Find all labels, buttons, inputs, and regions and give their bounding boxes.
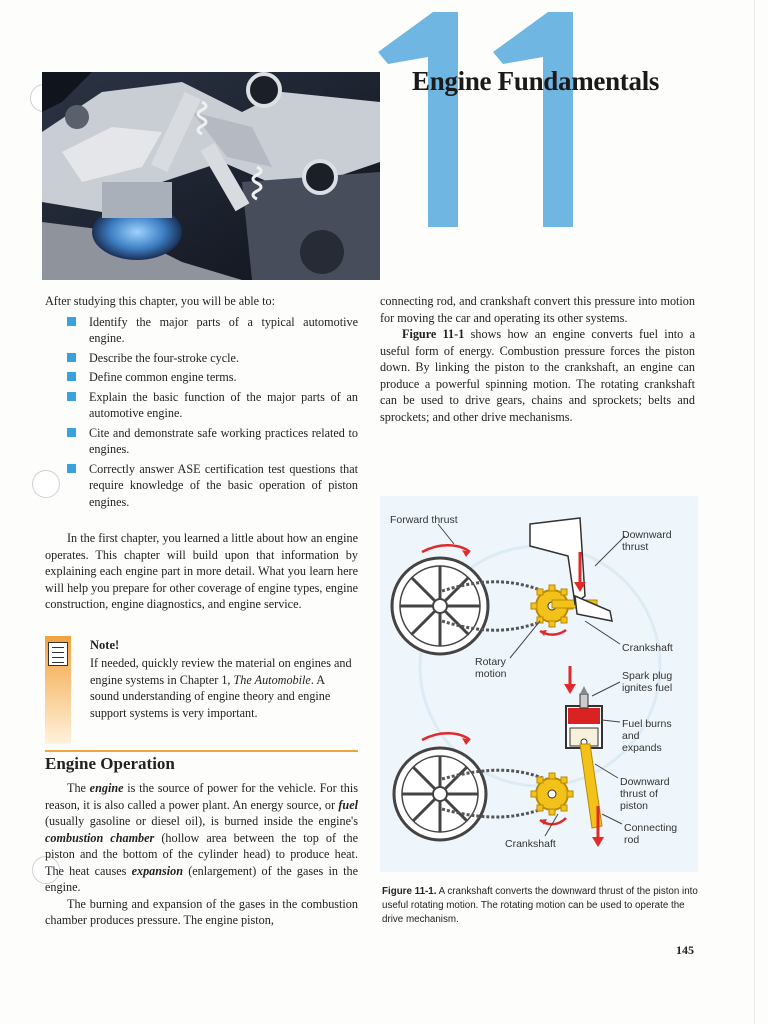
bullet-square-icon [67, 428, 76, 437]
figure-reference: Figure 11-1 [402, 327, 465, 341]
engine-cutaway-photo [42, 72, 380, 280]
label-crankshaft-top: Crankshaft [622, 642, 673, 654]
note-text: If needed, quickly review the material on engines and engine systems in Chapter 1, The Automobile. A sound understanding of engine theory and engine support systems is very important. [90, 656, 352, 720]
objectives-block [45, 293, 358, 513]
objectives-list [45, 314, 358, 511]
label-spark-plug: Spark plug ignites fuel [622, 670, 673, 694]
section-body [45, 780, 358, 929]
objective-item: Identify the major parts of a typical automotive engine. [67, 314, 358, 347]
figure-11-1 [380, 496, 698, 872]
section-paragraph: The engine is the source of power for the vehicle. For this reason, it is also called a power plant. An energy source, or fuel (usually gasoline or diesel oil), is burned inside the engine's combustion chamber (hollow area between the top of the piston and the bottom of the cylinder head) to produce heat. The heat causes expansion (enlargement) of the gases in the engine. [45, 781, 359, 894]
bottom-wheel [394, 748, 486, 840]
label-downward-thrust: Downward thrust [622, 529, 672, 553]
section-rule [45, 750, 358, 752]
label-fuel-burns: Fuel burns and expands [622, 718, 672, 754]
objective-item: Define common engine terms. [67, 369, 358, 386]
page-edge-line [754, 0, 755, 1024]
intro-paragraph: In the first chapter, you learned a little about how an engine operates. This chapter will build upon that information by explaining each engine part in more detail. What you learn here will help you prepare for other coverage of engine types, engine construction, engine diagnostics, and engine service. [45, 531, 358, 611]
label-downward-piston: Downward thrust of piston [620, 776, 670, 812]
objectives-intro: After studying this chapter, you will be able to: [45, 294, 276, 308]
objective-item: Cite and demonstrate safe working practices related to engines. [67, 425, 358, 458]
objective-item: Describe the four-stroke cycle. [67, 350, 358, 367]
section-heading: Engine Operation [45, 754, 175, 773]
bullet-square-icon [67, 317, 76, 326]
label-crankshaft-bottom: Crankshaft [505, 838, 556, 850]
section-paragraph: The burning and expansion of the gases in the combustion chamber produces pressure. The engine piston, [45, 896, 358, 927]
note-heading: Note! [90, 638, 120, 652]
bullet-square-icon [67, 464, 76, 473]
top-wheel [392, 558, 488, 654]
note-box [45, 636, 358, 748]
note-document-icon [48, 642, 68, 666]
label-connecting-rod: Connecting rod [624, 822, 678, 846]
intro-paragraph-block [45, 530, 358, 613]
figure-caption: Figure 11-1. A crankshaft converts the downward thrust of the piston into useful rotating motion. The rotating motion can be used to operate the drive mechanism. [382, 886, 698, 925]
label-forward-thrust: Forward thrust [390, 514, 458, 526]
label-rotary-motion: Rotary motion [475, 656, 507, 680]
bullet-square-icon [67, 392, 76, 401]
chapter-number-graphic [378, 12, 578, 227]
right-column-text [380, 293, 695, 425]
right-paragraph: connecting rod, and crankshaft convert this pressure into motion for moving the car and operating its other systems. [380, 294, 695, 325]
bullet-square-icon [67, 353, 76, 362]
page-number: 145 [676, 943, 694, 957]
objective-item: Correctly answer ASE certification test questions that require knowledge of the basic operation of piston engines. [67, 461, 358, 511]
right-paragraph: Figure 11-1 shows how an engine converts fuel into a useful form of energy. Combustion pressure forces the piston down. By linking the piston to the crankshaft, an engine can produce a powerful spinning motion. The rotating crankshaft can be used to drive gears, chains and sprockets; belts and sprockets; and other drive mechanisms. [380, 327, 696, 424]
objective-item: Explain the basic function of the major parts of an automotive engine. [67, 389, 358, 422]
chapter-title: Engine Fundamentals [412, 66, 660, 96]
bullet-square-icon [67, 372, 76, 381]
